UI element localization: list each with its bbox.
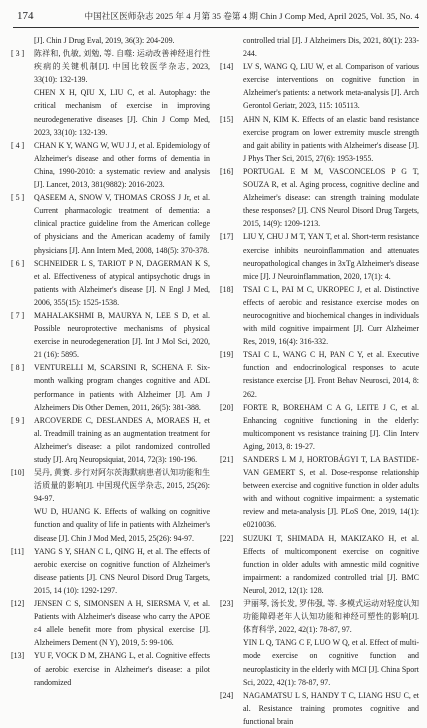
- reference-text: 吴丹, 黄赛. 步行对阿尔茨海默病患者认知功能和生活质量的影响[J]. 中国现代医学杂志, 2015, 25(26): 94-97.: [34, 468, 210, 504]
- reference-number: [ 9 ]: [11, 415, 25, 425]
- reference-entry: [220, 348, 419, 400]
- reference-text: CHAN K Y, WANG W, WU J J, et al. Epidemiology of Alzheimer's disease and other forms of dementia in China, 1990-2010: a systematic review and analysis [J]. Lancet, 2013, 381(9882): 2016-2023.: [34, 140, 210, 190]
- reference-text: SUZUKI T, SHIMADA H, MAKIZAKO H, et al. Effects of multicomponent exercise on cognitive function in older adults with amnestic mild cognitive impairment: a randomized controlled trial [J]. BMC Neurol, 2012, 12(1): 128.: [243, 533, 419, 595]
- reference-number: [10]: [11, 468, 25, 478]
- reference-text: [J]. Chin J Drug Eval, 2019, 36(3): 204-209.: [34, 36, 175, 45]
- page-header: [14, 5, 419, 27]
- journal-running-head: 中国社区医师杂志 2025 年 4 月第 35 卷第 4 期 Chin J Comp Med, April 2025, Vol. 35, No. 4: [84, 11, 419, 21]
- reference-entry: [220, 401, 419, 453]
- reference-text: TSAI C L, WANG C H, PAN C Y, et al. Executive function and endocrinological responses to acute resistance exercise [J]. Front Behav Neurosci, 2014, 8: 262.: [243, 350, 419, 399]
- reference-text: WU D, HUANG K. Effects of walking on cognitive function and quality of life in patients with Alzheimer's disease [J]. Chin J Mod Med, 2015, 25(26): 94-97.: [34, 507, 210, 543]
- reference-column-left: [11, 34, 210, 689]
- reference-text: LIU Y, CHU J M T, YAN T, et al. Short-term resistance exercise inhibits neuroinflammation and attenuates neuropathological changes in 3xTg Alzheimer's disease mice [J]. J Neuroinflammation, 2020, 17(1): 4.: [243, 232, 419, 281]
- reference-entry: [11, 505, 210, 544]
- reference-entry: [11, 191, 210, 256]
- reference-text: YIN L Q, TANG C F, LUO W Q, et al. Effect of multi-mode exercise on cognitive function and neuroplasticity in the elderly with MCI [J]. China Sport Sci, 2022, 42(1): 78-87, 97.: [243, 638, 419, 687]
- reference-entry: [220, 283, 419, 348]
- reference-text: FORTE R, BOREHAM C A G, LEITE J C, et al. Enhancing cognitive functioning in the elderly: multicomponent vs resistance training [J]. Clin Interv Aging, 2013, 8: 19-27.: [243, 402, 419, 451]
- reference-text: SCHNEIDER L S, TARIOT P N, DAGERMAN K S, et al. Effectiveness of atypical antipsychotic drugs in patients with Alzheimer's disease [J]. N Engl J Med, 2006, 355(15): 1525-1538.: [34, 258, 210, 307]
- reference-number: [ 6 ]: [11, 258, 25, 268]
- reference-number: [11]: [11, 546, 24, 556]
- reference-column-right: [220, 34, 419, 728]
- reference-number: [ 8 ]: [11, 363, 25, 373]
- reference-entry: [220, 689, 419, 728]
- reference-number: [ 7 ]: [11, 310, 25, 320]
- reference-text: LV S, WANG Q, LIU W, et al. Comparison of various exercise interventions on cognitive function in Alzheimer's patients: a network meta-analysis [J]. Arch Gerontol Geriatr, 2023, 115: 105113.: [243, 62, 419, 111]
- reference-entry: [11, 649, 210, 688]
- reference-entry: [220, 597, 419, 636]
- reference-entry: [220, 165, 419, 230]
- reference-entry: [11, 414, 210, 466]
- reference-text: JENSEN C S, SIMONSEN A H, SIERSMA V, et al. Patients with Alzheimer's disease who carry the APOE ε4 allele benefit more from physical exercise [J]. Alzheimers Dement (N Y), 2019, 5: 99-106.: [34, 599, 210, 648]
- reference-text: ARCOVERDE C, DESLANDES A, MORAES H, et al. Treadmill training as an augmentation treatment for Alzheimer's disease: a pilot randomized controlled study [J]. Arq Neuropsiquiat, 2014, 72(3): 190-196.: [34, 415, 210, 464]
- reference-text: controlled trial [J]. J Alzheimers Dis, 2021, 80(1): 233-244.: [243, 36, 419, 59]
- reference-entry: [11, 47, 210, 86]
- reference-text: YANG S Y, SHAN C L, QING H, et al. The effects of aerobic exercise on cognitive function of Alzheimer's disease patients [J]. CNS Neurol Disord Drug Targets, 2015, 14 (10): 1292-1297.: [34, 546, 210, 595]
- reference-entry: [220, 34, 419, 60]
- reference-entry: [11, 309, 210, 361]
- reference-text: MAHALAKSHMI B, MAURYA N, LEE S D, et al. Possible neuroprotective mechanisms of physical exercise in neurodegeneration [J]. Int J Mol Sci, 2020, 21 (16): 5895.: [34, 310, 210, 360]
- reference-number: [24]: [220, 690, 234, 700]
- reference-number: [ 3 ]: [11, 49, 25, 59]
- reference-text: SANDERS L M J, HORTOBÁGYI T, LA BASTIDE-VAN GEMERT S, et al. Dose-response relationship between exercise and cognitive function in older adults with and without cognitive impairment: a systematic review and meta-analysis [J]. PLoS One, 2019, 14(1): e0210036.: [243, 455, 419, 530]
- reference-number: [16]: [220, 166, 234, 176]
- reference-entry: [11, 139, 210, 191]
- reference-entry: [220, 636, 419, 688]
- reference-entry: [220, 113, 419, 165]
- reference-number: [17]: [220, 232, 234, 242]
- reference-entry: [220, 453, 419, 532]
- reference-number: [ 4 ]: [11, 140, 25, 150]
- reference-number: [12]: [11, 599, 25, 609]
- page-number: 174: [17, 10, 34, 22]
- reference-entry: [11, 545, 210, 597]
- reference-text: YU F, VOCK D M, ZHANG L, et al. Cognitive effects of aerobic exercise in Alzheimer's disease: a pilot randomized: [34, 651, 210, 687]
- reference-entry: [11, 361, 210, 413]
- reference-text: AHN N, KIM K. Effects of an elastic band resistance exercise program on lower extremity muscle strength and gait ability in patients with Alzheimer's disease [J]. J Phys Ther Sci, 2015, 27(6): 1953-1955.: [243, 114, 419, 163]
- reference-entry: [11, 466, 210, 505]
- reference-text: TSAI C L, PAI M C, UKROPEC J, et al. Distinctive effects of aerobic and resistance exercise modes on neurocognitive and biochemical changes in individuals with mild cognitive impairment [J]. Curr Alzheimer Res, 2019, 16(4): 316-332.: [243, 284, 419, 347]
- reference-number: [15]: [220, 114, 234, 124]
- reference-text: 陈祥和, 仇敏, 刘勉, 等. 自噬: 运动改善神经退行性疾病的关键机制[J]. 中国比较医学杂志, 2023, 33(10): 132-139.: [34, 49, 210, 85]
- reference-number: [20]: [220, 402, 234, 412]
- reference-text: QASEEM A, SNOW V, THOMAS CROSS J Jr, et al. Current pharmacologic treatment of dementia: a clinical practice guideline from the American college of physicians and the American academy of family physicians [J]. Ann Intern Med, 2008, 148(5): 370-378.: [34, 193, 210, 255]
- reference-text: 尹丽琴, 汤长发, 罗伟强, 等. 多模式运动对轻度认知功能障碍老年人认知功能和神经可塑性的影响[J]. 体育科学, 2022, 42(1): 78-87, 97.: [243, 599, 419, 635]
- reference-number: [14]: [220, 62, 234, 72]
- reference-number: [19]: [220, 350, 234, 360]
- reference-number: [21]: [220, 455, 234, 464]
- reference-entry: [11, 257, 210, 309]
- reference-entry: [11, 597, 210, 649]
- reference-number: [23]: [220, 599, 234, 609]
- reference-entry: [220, 532, 419, 597]
- reference-number: [22]: [220, 533, 234, 543]
- reference-entry: [11, 34, 210, 47]
- reference-entry: [220, 60, 419, 112]
- reference-text: CHEN X H, QIU X, LIU C, et al. Autophagy: the critical mechanism of exercise in improving neurodegenerative diseases [J]. Chin J Comp Med, 2023, 33(10): 132-139.: [34, 88, 210, 137]
- reference-text: PORTUGAL E M M, VASCONCELOS P G T, SOUZA R, et al. Aging process, cognitive decline and Alzheimer's disease: can strength training modulate these responses? [J]. CNS Neurol Disord Drug Targets, 2015, 14(9): 1209-1213.: [243, 166, 419, 229]
- reference-text: NAGAMATSU L S, HANDY T C, LIANG HSU C, et al. Resistance training promotes cognitive and functional brain: [243, 690, 419, 726]
- reference-number: [ 5 ]: [11, 193, 25, 203]
- reference-number: [13]: [11, 651, 25, 661]
- reference-text: VENTURELLI M, SCARSINI R, SCHENA F. Six-month walking program changes cognitive and ADL performance in patients with Alzheimer [J]. Am J Alzheimers Dis Other Demen, 2011, 26(5): 381-388.: [34, 363, 210, 412]
- reference-entry: [220, 230, 419, 282]
- reference-number: [18]: [220, 284, 234, 294]
- header-rule: [13, 27, 419, 28]
- reference-entry: [11, 86, 210, 138]
